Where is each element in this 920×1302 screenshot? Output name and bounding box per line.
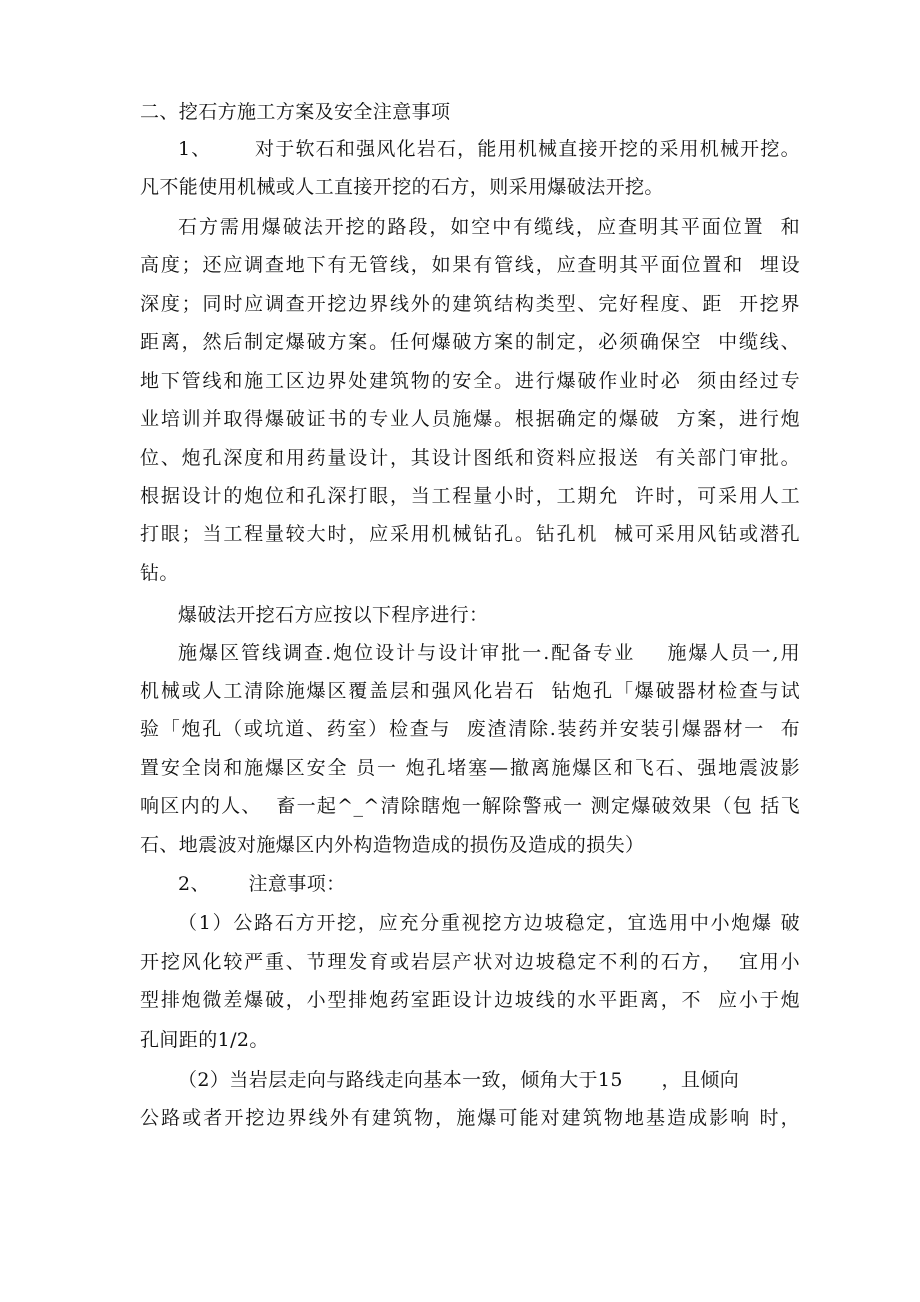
text-line: 凡不能使用机械或人工直接开挖的石方，则采用爆破法开挖。	[140, 176, 664, 198]
text-line: 置安全岗和施爆区安全 员一 炮孔堵塞—撤离施爆区和飞石、强地震波影	[140, 757, 800, 779]
text-line: 机械或人工清除施爆区覆盖层和强风化岩石 钻炮孔「爆破器材检查与试	[140, 680, 800, 702]
text-line: 爆破法开挖石方应按以下程序进行：	[178, 604, 489, 626]
text-line: （1）公路石方开挖，应充分重视挖方边坡稳定，宜选用中小炮爆 破	[178, 912, 800, 934]
text-line: 验「炮孔（或坑道、药室）检查与 废渣清除.装药并安装引爆器材一 布	[140, 718, 800, 740]
text-line: 打眼；当工程量较大时，应采用机械钻孔。钻孔机 械可采用风钻或潜孔	[140, 523, 800, 545]
text-line: 孔间距的1/2。	[140, 1029, 269, 1051]
text-line: 钻。	[140, 562, 179, 584]
text-line: 响区内的人、 畜一起^_^清除瞎炮一解除警戒一 测定爆破效果（包 括飞	[140, 795, 800, 817]
text-line: 公路或者开挖边界线外有建筑物，施爆可能对建筑物地基造成影响 时，	[140, 1107, 800, 1129]
text-line: 深度；同时应调查开挖边界线外的建筑结构类型、完好程度、距 开挖界	[140, 293, 800, 315]
text-line: 型排炮微差爆破，小型排炮药室距设计边坡线的水平距离，不 应小于炮	[140, 989, 800, 1011]
text-line: 高度；还应调查地下有无管线，如果有管线，应查明其平面位置和 埋设	[140, 254, 800, 276]
text-line: 施爆区管线调查.炮位设计与设计审批一.配备专业 施爆人员一,用	[178, 642, 800, 664]
text-line: 地下管线和施工区边界处建筑物的安全。进行爆破作业时必 须由经过专	[140, 370, 800, 392]
text-line: （2）当岩层走向与路线走向基本一致，倾角大于15 ，且倾向	[178, 1069, 740, 1091]
text-line: 石方需用爆破法开挖的路段，如空中有缆线，应查明其平面位置 和	[178, 216, 800, 238]
text-line: 开挖风化较严重、节理发育或岩层产状对边坡稳定不利的石方， 宜用小	[140, 951, 800, 973]
text-line: 2、 注意事项：	[178, 873, 346, 895]
text-line: 石、地震波对施爆区内外构造物造成的损伤及造成的损失）	[140, 834, 645, 856]
section-heading: 二、挖石方施工方案及安全注意事项	[140, 101, 451, 123]
text-line: 距离，然后制定爆破方案。任何爆破方案的制定，必须确保空 中缆线、	[140, 331, 800, 353]
text-line: 根据设计的炮位和孔深打眼，当工程量小时，工期允 许时，可采用人工	[140, 485, 800, 507]
text-line: 业培训并取得爆破证书的专业人员施爆。根据确定的爆破 方案，进行炮	[140, 408, 800, 430]
text-line: 位、炮孔深度和用药量设计，其设计图纸和资料应报送 有关部门审批。	[140, 447, 800, 469]
text-line: 1、 对于软石和强风化岩石，能用机械直接开挖的采用机械开挖。	[178, 138, 800, 160]
